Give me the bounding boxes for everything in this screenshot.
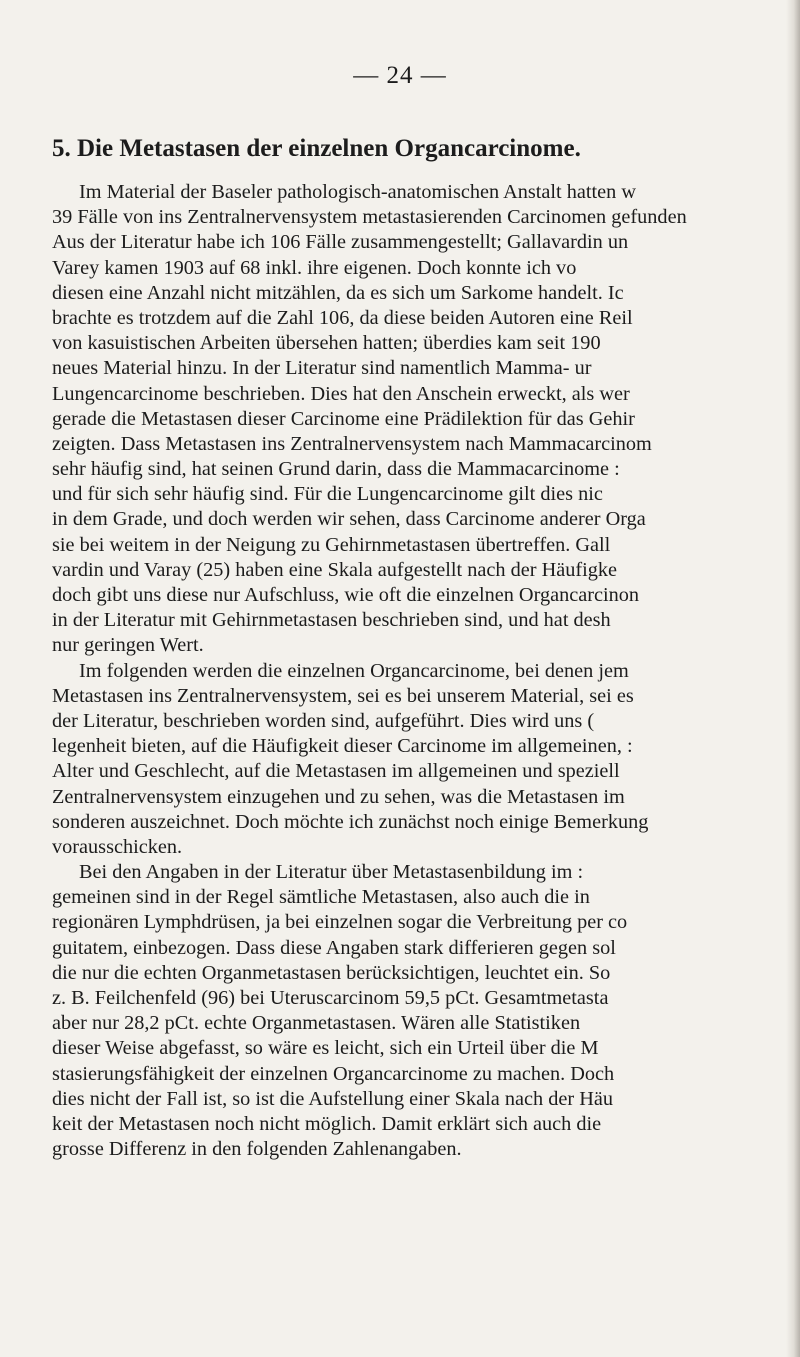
- text-line: 39 Fälle von ins Zentralnervensystem metastasierenden Carcinomen gefunden: [52, 206, 687, 229]
- text-line: Lungencarcinome beschrieben. Dies hat den Anschein erweckt, als wer: [52, 382, 630, 405]
- text-line: sehr häufig sind, hat seinen Grund darin, dass die Mammacarcinome :: [52, 458, 620, 481]
- text-line: Bei den Angaben in der Literatur über Metastasenbildung im :: [79, 861, 584, 884]
- text-line: die nur die echten Organmetastasen berücksichtigen, leuchtet ein. So: [52, 961, 611, 984]
- page-number: — 24 —: [353, 62, 447, 89]
- text-line: und für sich sehr häufig sind. Für die Lungencarcinome gilt dies nic: [52, 483, 603, 506]
- text-line: Alter und Geschlecht, auf die Metastasen im allgemeinen und speziell: [52, 760, 620, 783]
- text-line: in dem Grade, und doch werden wir sehen, dass Carcinome anderer Orga: [52, 508, 646, 531]
- section-heading: 5. Die Metastasen der einzelnen Organcarcinome.: [52, 135, 581, 162]
- text-line: vorausschicken.: [52, 835, 183, 858]
- text-line: dies nicht der Fall ist, so ist die Aufstellung einer Skala nach der Häu: [52, 1087, 613, 1110]
- text-line: in der Literatur mit Gehirnmetastasen beschrieben sind, und hat desh: [52, 609, 611, 632]
- text-line: stasierungsfähigkeit der einzelnen Organcarcinome zu machen. Doch: [52, 1062, 615, 1085]
- page-edge-shadow: [786, 0, 800, 1357]
- text-line: Zentralnervensystem einzugehen und zu sehen, was die Metastasen im: [52, 785, 625, 808]
- text-line: zeigten. Dass Metastasen ins Zentralnervensystem nach Mammacarcinom: [52, 432, 652, 455]
- text-line: von kasuistischen Arbeiten übersehen hatten; überdies kam seit 190: [52, 332, 601, 355]
- text-line: sonderen auszeichnet. Doch möchte ich zunächst noch einige Bemerkung: [52, 810, 649, 833]
- text-line: Varey kamen 1903 auf 68 inkl. ihre eigenen. Doch konnte ich vo: [52, 256, 577, 279]
- text-line: gerade die Metastasen dieser Carcinome eine Prädilektion für das Gehir: [52, 407, 635, 430]
- text-line: diesen eine Anzahl nicht mitzählen, da es sich um Sarkome handelt. Ic: [52, 281, 624, 304]
- text-line: neues Material hinzu. In der Literatur sind namentlich Mamma- ur: [52, 357, 592, 380]
- text-line: regionären Lymphdrüsen, ja bei einzelnen sogar die Verbreitung per co: [52, 911, 628, 934]
- text-line: guitatem, einbezogen. Dass diese Angaben stark differieren gegen sol: [52, 936, 616, 959]
- text-line: Metastasen ins Zentralnervensystem, sei es bei unserem Material, sei es: [52, 684, 634, 707]
- text-line: z. B. Feilchenfeld (96) bei Uteruscarcinom 59,5 pCt. Gesamtmetasta: [52, 987, 609, 1009]
- text-line: legenheit bieten, auf die Häufigkeit dieser Carcinome im allgemeinen, :: [52, 735, 633, 758]
- text-line: dieser Weise abgefasst, so wäre es leicht, sich ein Urteil über die M: [52, 1037, 599, 1060]
- text-line: sie bei weitem in der Neigung zu Gehirnmetastasen übertreffen. Gall: [52, 533, 611, 556]
- text-line: der Literatur, beschrieben worden sind, aufgeführt. Dies wird uns (: [52, 709, 595, 732]
- text-line: brachte es trotzdem auf die Zahl 106, da diese beiden Autoren eine Reil: [52, 306, 633, 329]
- text-line: Im Material der Baseler pathologisch-anatomischen Anstalt hatten w: [79, 181, 637, 203]
- text-line: doch gibt uns diese nur Aufschluss, wie oft die einzelnen Organcarcinon: [52, 584, 640, 606]
- text-line: gemeinen sind in der Regel sämtliche Metastasen, also auch die in: [52, 886, 590, 909]
- text-line: keit der Metastasen noch nicht möglich. Damit erklärt sich auch die: [52, 1112, 602, 1135]
- text-line: aber nur 28,2 pCt. echte Organmetastasen. Wären alle Statistiken: [52, 1012, 581, 1035]
- body-text: [52, 180, 800, 1162]
- text-line: Im folgenden werden die einzelnen Organcarcinome, bei denen jem: [79, 659, 629, 682]
- text-line: grosse Differenz in den folgenden Zahlenangaben.: [52, 1138, 462, 1161]
- text-line: Aus der Literatur habe ich 106 Fälle zusammengestellt; Gallavardin un: [52, 231, 629, 254]
- text-line: nur geringen Wert.: [52, 634, 204, 657]
- text-line: vardin und Varay (25) haben eine Skala aufgestellt nach der Häufigke: [52, 558, 618, 581]
